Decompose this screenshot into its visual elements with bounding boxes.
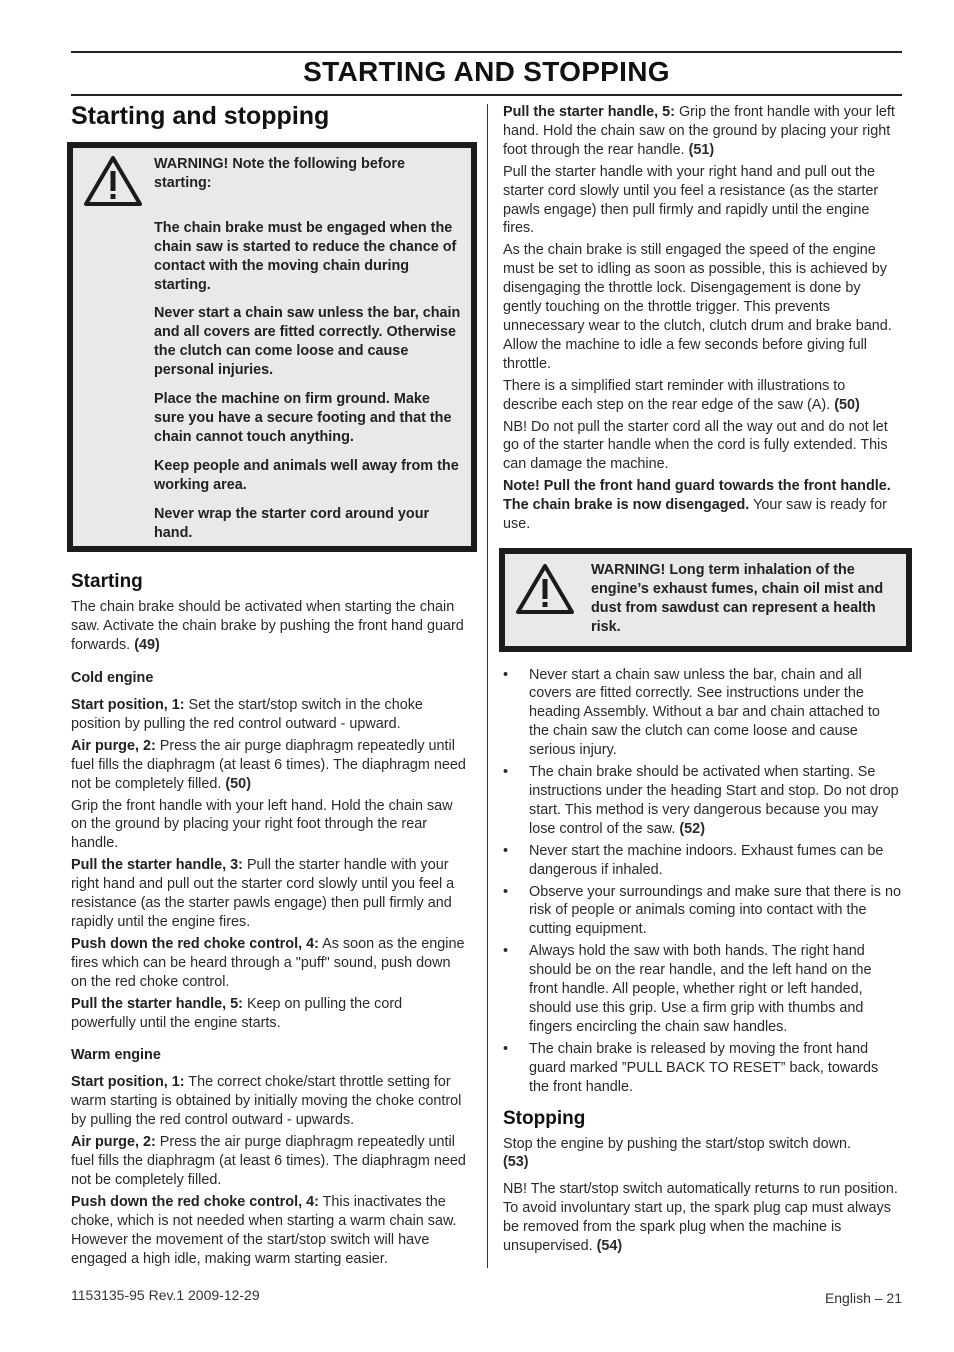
starting-paragraph: The chain brake should be activated when starting the chain saw. Activate the chain brake by pushing the front hand guard forwards. (49) [71, 599, 464, 654]
stopping-nb-paragraph: NB! The start/stop switch automatically returns to run position. To avoid involuntary start up, the spark plug cap must always be removed from the spark plug when the machine is unsupervised. (54) [503, 1181, 898, 1255]
list-item: • Always hold the saw with both hands. The right hand should be on the rear handle, and the left hand on the front handle. All people, whether right or left handed, should use this grip. Use a firm grip with thumbs and fingers encircling the chain saw handles. [503, 943, 872, 1035]
header-rule-bottom [71, 94, 902, 96]
cold-pull-starter-3: Pull the starter handle, 3: Pull the starter handle with your right hand and pull out the starter cord slowly until you feel a resistance (as the starter pawls engage) then pull firmly and rapidly until the engine fires. [71, 857, 455, 930]
list-item: • Never start a chain saw unless the bar, chain and all covers are fitted correctly. See instructions under the heading Assembly. Without a bar and chain attached to the chain saw the clutch can come loose and cause serious injury. [503, 666, 880, 759]
warning-box-starting [67, 142, 477, 552]
section-title: Starting and stopping [71, 102, 330, 130]
warning-text-1: WARNING! Note the following before starting: [154, 156, 406, 191]
footer-doc-id: 1153135-95 Rev.1 2009-12-29 [71, 1287, 260, 1303]
header-rule-top [71, 51, 902, 53]
right-column [503, 103, 901, 1259]
idle-paragraph: As the chain brake is still engaged the speed of the engine must be set to idling as soon as possible, this is achieved by disengaging the throttle lock. Disengagement is done by gently touching on the throttle trigger. This prevents unnecessary wear to the clutch, clutch drum and brake band. Allow the machine to idle a few seconds before giving full throttle. [503, 242, 892, 372]
left-column [71, 100, 469, 1271]
figure-ref: (54) [596, 1238, 623, 1255]
figure-ref: (51) [688, 141, 715, 158]
bullet-glyph: • [503, 764, 509, 781]
cold-air-purge: Air purge, 2: Press the air purge diaphragm repeatedly until fuel fills the diaphragm (at least 6 times). The diaphragm need not be completely filled. (50) [71, 737, 466, 792]
cold-grip-front-handle: Grip the front handle with your left hand. Hold the chain saw on the ground by placing your right foot through the rear handle. [71, 797, 453, 852]
warning-box-exhaust [499, 548, 912, 652]
warning-exhaust-text: WARNING! Long term inhalation of the engine’s exhaust fumes, chain oil mist and dust from sawdust can represent a health risk. [591, 561, 884, 635]
stopping-heading: Stopping [503, 1107, 586, 1129]
bullet-glyph: • [503, 842, 509, 859]
column-divider [487, 104, 488, 1268]
warning-text-4: Place the machine on firm ground. Make sure you have a secure footing and that the chain cannot touch anything. [154, 391, 452, 445]
warning-text-5: Keep people and animals well away from the working area. [154, 457, 459, 493]
list-item: • The chain brake is released by moving the front hand guard marked ”PULL BACK TO RESET” back, towards the front handle. [503, 1040, 879, 1095]
list-item: • Never start the machine indoors. Exhaust fumes can be dangerous if inhaled. [503, 842, 884, 878]
bullet-glyph: • [503, 883, 509, 900]
starting-heading: Starting [71, 571, 143, 593]
cold-start-position: Start position, 1: Set the start/stop switch in the choke position by pulling the red control outward - upward. [71, 697, 423, 732]
bullet-glyph: • [503, 666, 509, 683]
bullet-glyph: • [503, 1040, 509, 1057]
list-item: • The chain brake should be activated when starting. Se instructions under the heading Start and stop. Do not drop start. This method is very dangerous because you may lose control of the saw. (52) [503, 764, 899, 837]
figure-ref: (52) [679, 820, 705, 837]
figure-ref: (53) [503, 1154, 529, 1171]
warning-text-3: Never start a chain saw unless the bar, chain and all covers are fitted correctly. Otherwise the clutch can come loose and cause personal injuries. [154, 305, 461, 379]
list-item: • Observe your surroundings and make sure that there is no risk of people or animals coming into contact with the cutting equipment. [503, 883, 901, 938]
figure-ref: (49) [134, 637, 160, 654]
warning-triangle-icon [83, 154, 143, 208]
warm-push-choke-4: Push down the red choke control, 4: This inactivates the choke, which is not needed when starting a warm chain saw. However the movement of the start/stop switch will have engaged a high idle, making warm starting easier. [71, 1193, 457, 1267]
cold-engine-heading: Cold engine [71, 670, 154, 687]
figure-ref: (50) [225, 775, 251, 792]
warm-air-purge: Air purge, 2: Press the air purge diaphragm repeatedly until fuel fills the diaphragm (at least 6 times). The diaphragm need not be completely filled. [71, 1134, 466, 1188]
warm-start-position: Start position, 1: The correct choke/start throttle setting for warm starting is obtained by initially moving the choke control by pulling the red control outward - upwards. [71, 1074, 462, 1129]
note-paragraph: Note! Pull the front hand guard towards the front handle. The chain brake is now disengaged. Your saw is ready for use. [503, 478, 891, 533]
cold-push-choke-4: Push down the red choke control, 4: As soon as the engine fires which can be heard through a "puff" sound, push down on the red choke control. [71, 935, 465, 990]
footer-page-number: English – 21 [824, 1290, 902, 1306]
pull-cord-paragraph: Pull the starter handle with your right hand and pull out the starter cord slowly until you feel a resistance (as the starter pawls engage) then pull firmly and rapidly until the engine fires. [503, 163, 879, 237]
warning-triangle-icon [515, 562, 575, 616]
cold-pull-starter-5: Pull the starter handle, 5: Keep on pulling the cord powerfully until the engine starts. [71, 995, 403, 1031]
safety-bullet-list [503, 666, 901, 1097]
nb-paragraph: NB! Do not pull the starter cord all the way out and do not let go of the starter handle when the cord is fully extended. This can damage the machine. [503, 418, 888, 473]
pull-starter-5: Pull the starter handle, 5: Grip the front handle with your left hand. Hold the chain saw on the ground by placing your right foot through the rear handle. (51) [503, 104, 895, 158]
warning-text-2: The chain brake must be engaged when the chain saw is started to reduce the chance of contact with the moving chain during starting. [154, 219, 457, 293]
stopping-paragraph: Stop the engine by pushing the start/stop switch down. (53) [503, 1135, 851, 1171]
bullet-glyph: • [503, 943, 509, 960]
page-header-title: STARTING AND STOPPING [303, 56, 670, 87]
warm-engine-heading: Warm engine [71, 1047, 161, 1064]
warning-text-6: Never wrap the starter cord around your hand. [154, 505, 430, 541]
start-reminder-paragraph: There is a simplified start reminder with illustrations to describe each step on the rear edge of the saw (A). (50) [503, 377, 860, 413]
figure-ref: (50) [834, 396, 860, 413]
